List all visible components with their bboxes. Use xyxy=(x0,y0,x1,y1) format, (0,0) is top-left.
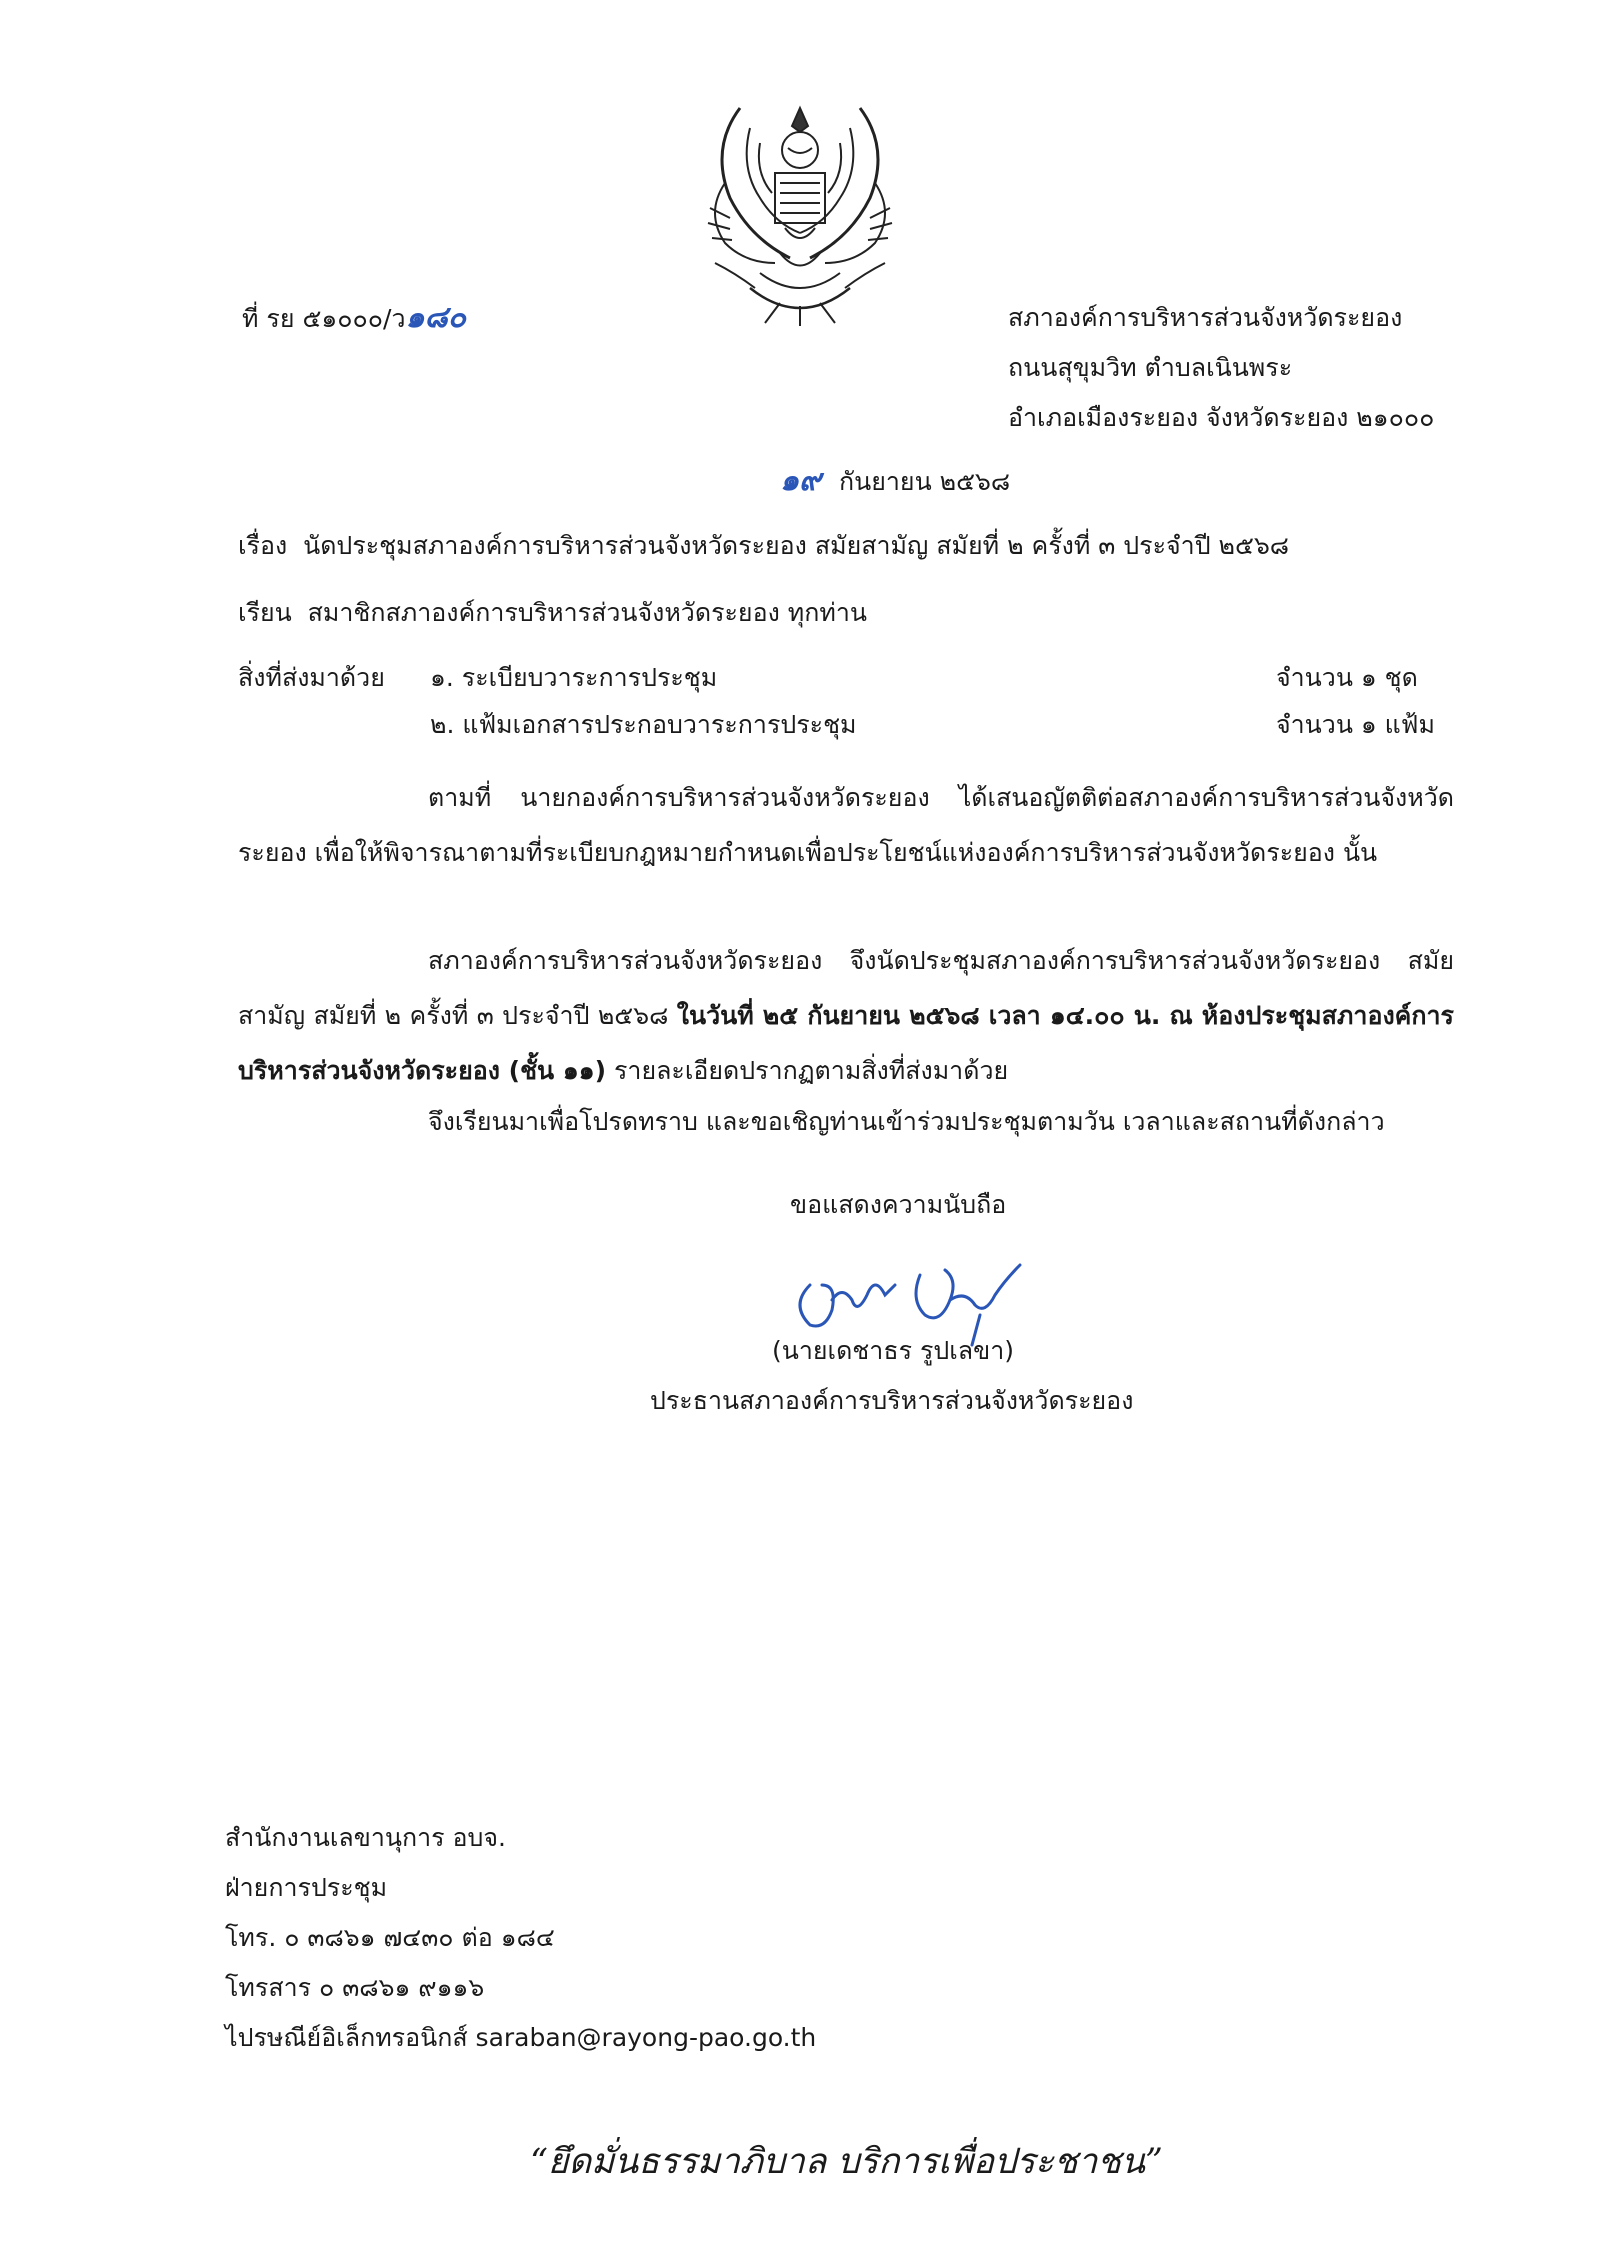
enclosure-item-2: ๒. แฟ้มเอกสารประกอบวาระการประชุม xyxy=(430,710,857,739)
body-paragraph-2 xyxy=(238,933,1454,1098)
meeting-datetime-location: ในวันที่ ๒๕ กันยายน ๒๕๖๘ เวลา ๑๔.๐๐ น. ณ ห้องประชุมสภาองค์การบริหารส่วนจังหวัดระยอง (ชั้น ๑๑) xyxy=(238,1001,1454,1085)
letter-number-handwritten: ๑๘๐ xyxy=(405,300,466,335)
body-paragraph-2-text: สภาองค์การบริหารส่วนจังหวัดระยอง จึงนัดประชุมสภาองค์การบริหารส่วนจังหวัดระยอง สมัยสามัญ สมัยที่ ๒ ครั้งที่ ๓ ประจำปี ๒๕๖๘ xyxy=(238,946,1454,1030)
contact-office: สำนักงานเลขานุการ อบจ. xyxy=(225,1823,506,1852)
sender-address-line-2: ถนนสุขุมวิท ตำบลเนินพระ xyxy=(1008,353,1293,382)
enclosure-qty-2: จำนวน ๑ แฟ้ม xyxy=(1276,710,1435,739)
salutation-text: สมาชิกสภาองค์การบริหารส่วนจังหวัดระยอง ทุกท่าน xyxy=(307,598,867,627)
enclosure-item-1: ๑. ระเบียบวาระการประชุม xyxy=(430,663,718,692)
date-month-year: กันยายน ๒๕๖๘ xyxy=(839,467,1011,496)
signatory-name: (นายเดชาธร รูปเลขา) xyxy=(772,1336,1014,1365)
subject-line xyxy=(238,531,1289,561)
date-day-handwritten: ๑๙ xyxy=(780,463,822,498)
sender-address-line-3: อำเภอเมืองระยอง จังหวัดระยอง ๒๑๐๐๐ xyxy=(1008,403,1435,432)
letter-date xyxy=(780,463,1010,499)
salutation-line xyxy=(238,598,867,628)
contact-email: ไปรษณีย์อิเล็กทรอนิกส์ saraban@rayong-pao.go.th xyxy=(225,2023,817,2052)
signatory-position: ประธานสภาองค์การบริหารส่วนจังหวัดระยอง xyxy=(650,1386,1134,1415)
contact-phone: โทร. ๐ ๓๘๖๑ ๗๔๓๐ ต่อ ๑๘๔ xyxy=(225,1923,555,1952)
sender-address-line-1: สภาองค์การบริหารส่วนจังหวัดระยอง xyxy=(1008,303,1403,332)
body-paragraph-3: จึงเรียนมาเพื่อโปรดทราบ และขอเชิญท่านเข้าร่วมประชุมตามวัน เวลาและสถานที่ดังกล่าว xyxy=(428,1107,1385,1136)
closing: ขอแสดงความนับถือ xyxy=(790,1190,1007,1219)
body-paragraph-1 xyxy=(238,770,1454,880)
body-paragraph-1-text: ตามที่ นายกองค์การบริหารส่วนจังหวัดระยอง ได้เสนอญัตติต่อสภาองค์การบริหารส่วนจังหวัดระยอง เพื่อให้พิจารณาตามที่ระเบียบกฎหมายกำหนดเพื่อประโยชน์แห่งองค์การบริหารส่วนจังหวัดระยอง นั้น xyxy=(238,783,1454,867)
letter-number-prefix: ที่ รย ๕๑๐๐๐/ว xyxy=(242,304,406,333)
letter-number xyxy=(242,300,466,336)
enclosure-qty-1: จำนวน ๑ ชุด xyxy=(1276,663,1418,692)
motto: “ยึดมั่นธรรมาภิบาล บริการเพื่อประชาชน” xyxy=(530,2142,1163,2182)
body-paragraph-2-tail: รายละเอียดปรากฏตามสิ่งที่ส่งมาด้วย xyxy=(606,1056,1009,1085)
contact-fax: โทรสาร ๐ ๓๘๖๑ ๙๑๑๖ xyxy=(225,1973,485,2002)
contact-department: ฝ่ายการประชุม xyxy=(225,1873,388,1902)
subject-label: เรื่อง xyxy=(238,531,288,560)
salutation-label: เรียน xyxy=(238,598,292,627)
subject-text: นัดประชุมสภาองค์การบริหารส่วนจังหวัดระยอง สมัยสามัญ สมัยที่ ๒ ครั้งที่ ๓ ประจำปี ๒๕๖๘ xyxy=(303,531,1290,560)
garuda-emblem-icon xyxy=(680,88,920,328)
enclosures-label: สิ่งที่ส่งมาด้วย xyxy=(238,663,385,692)
